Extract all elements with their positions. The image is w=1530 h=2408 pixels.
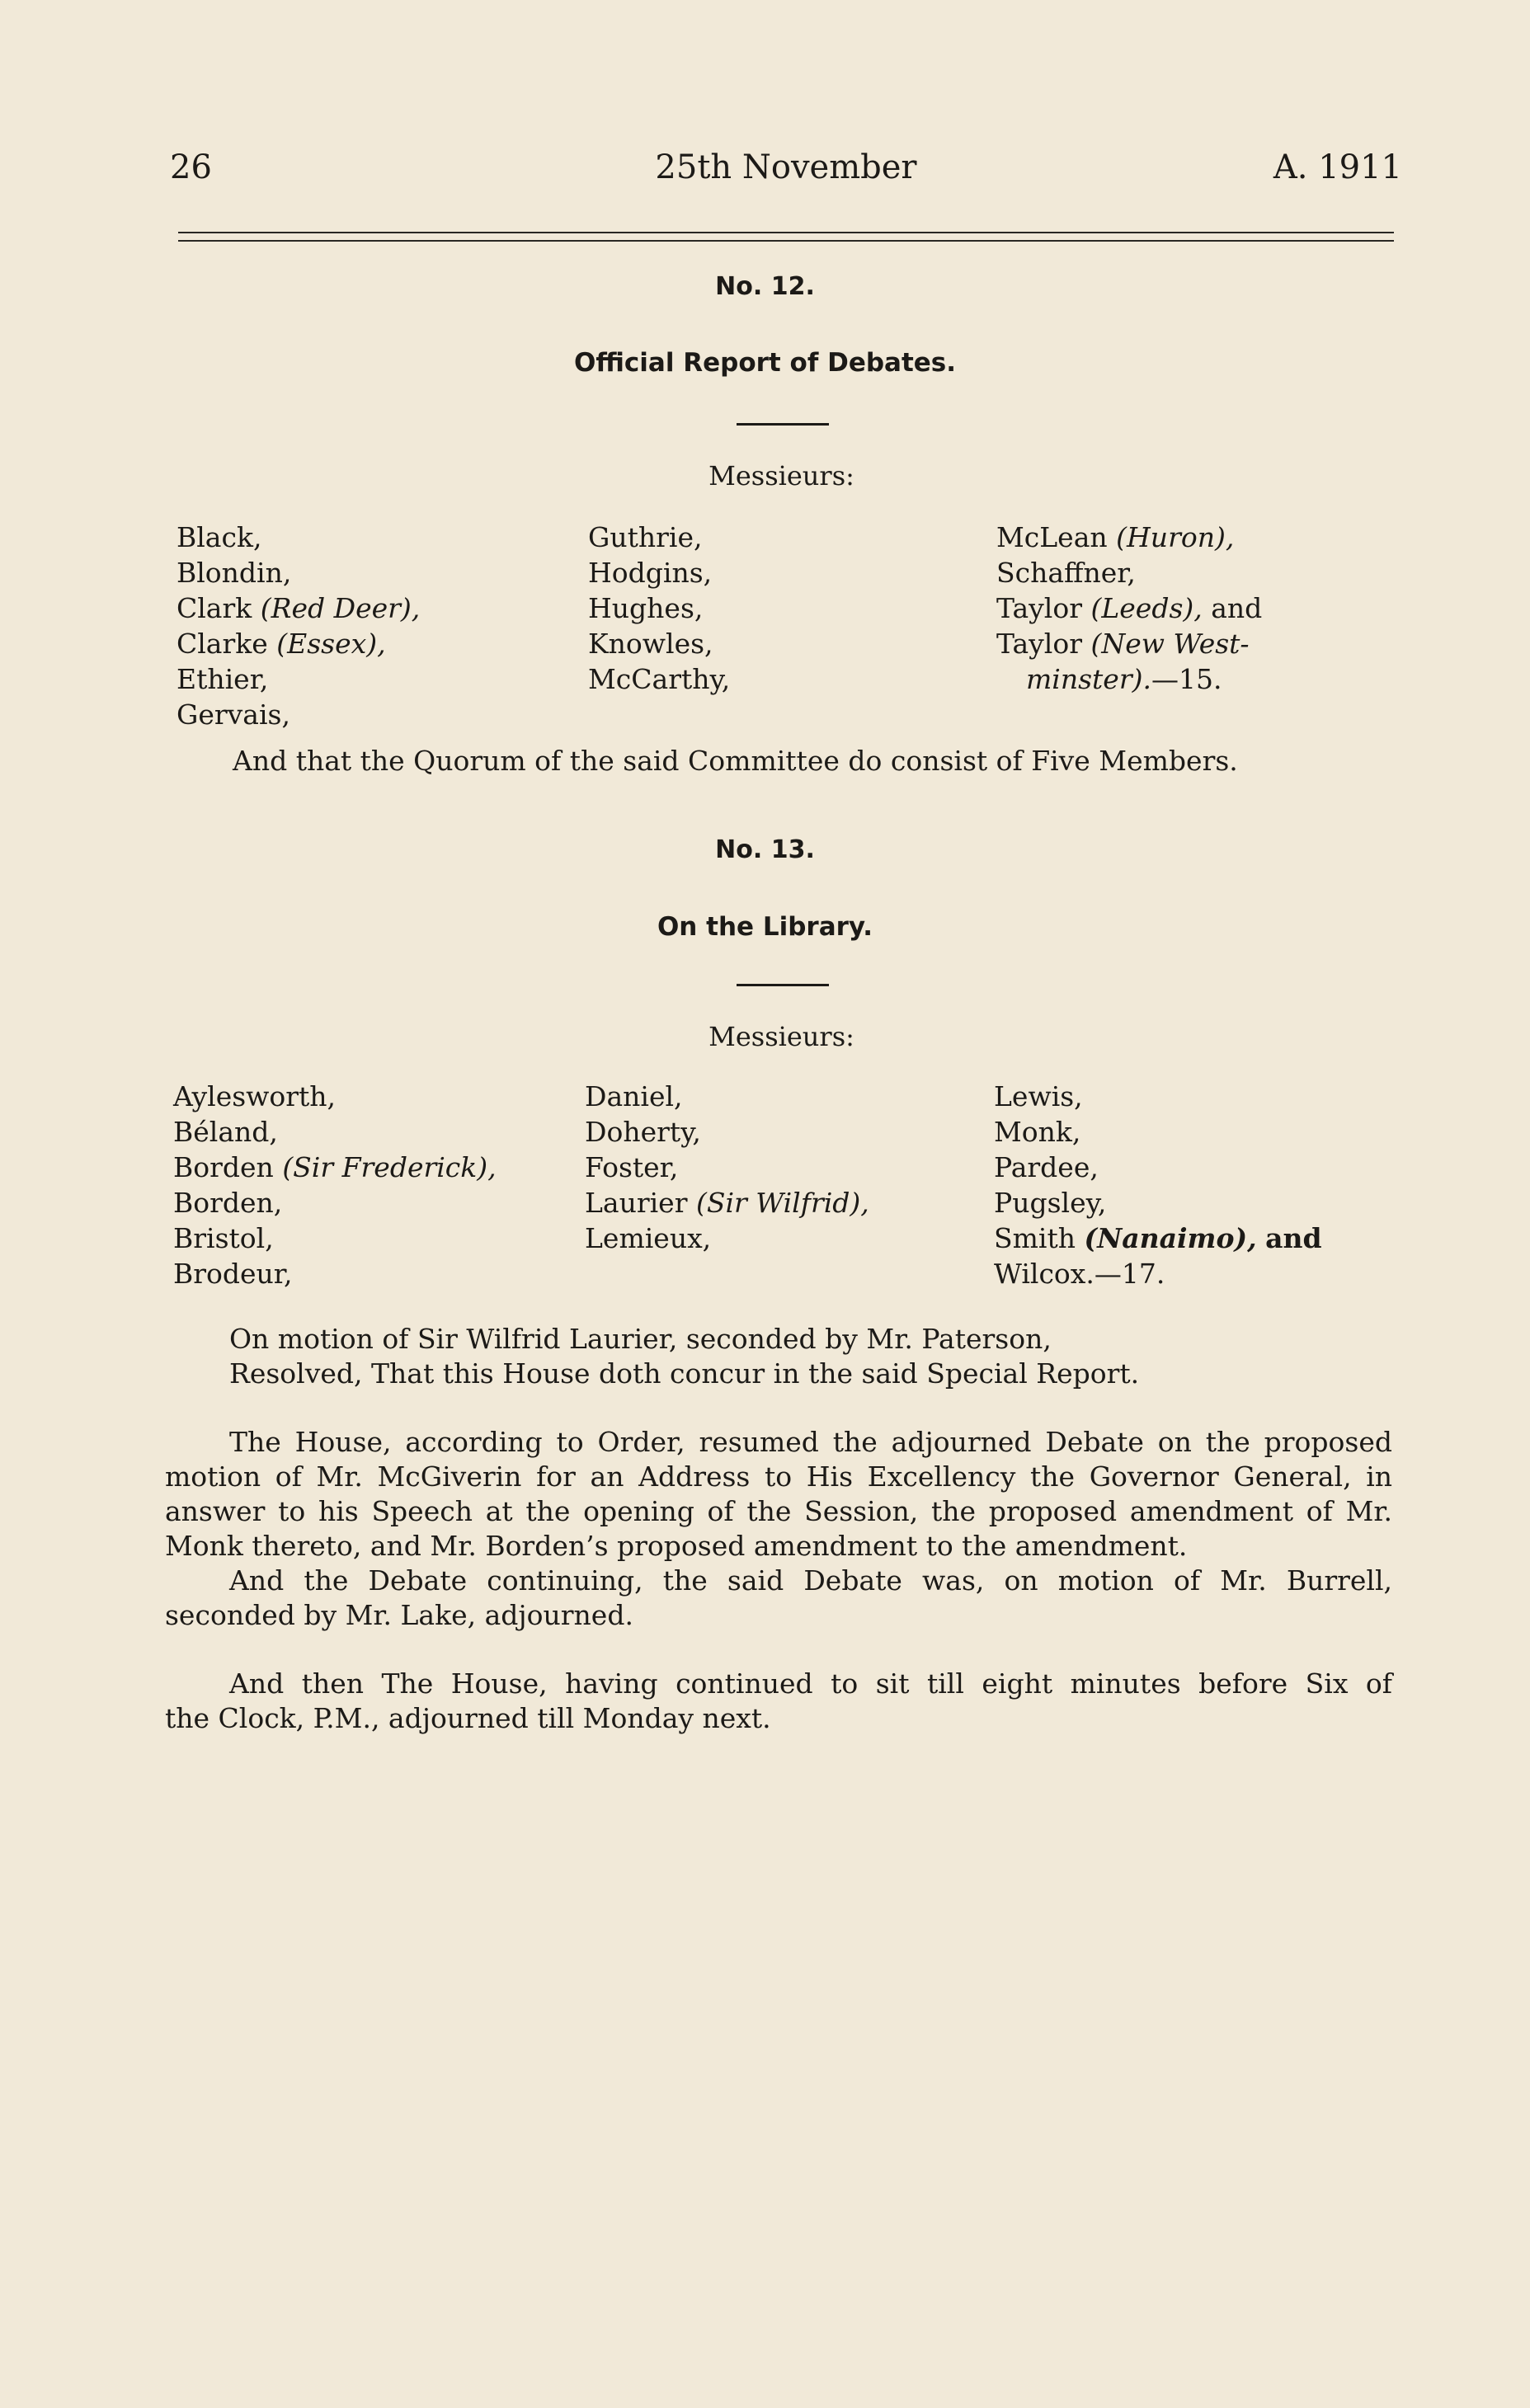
committee-13-messieurs: Messieurs: <box>709 1021 854 1052</box>
debate-line: seconded by Mr. Lake, adjourned. <box>165 1599 633 1631</box>
member-name: Taylor (New West- <box>996 628 1250 660</box>
committee-12-number: No. 12. <box>715 272 815 301</box>
member-name: Aylesworth, <box>173 1080 337 1112</box>
member-name: Smith (Nanaimo), and <box>994 1222 1322 1254</box>
member-name: Borden, <box>173 1187 283 1219</box>
member-name: Daniel, <box>585 1080 683 1112</box>
quorum-statement: And that the Quorum of the said Committee do consist of Five Members. <box>233 745 1238 777</box>
motion-line: On motion of Sir Wilfrid Laurier, seconded by Mr. Paterson, <box>229 1323 1052 1355</box>
page-header <box>170 148 1402 198</box>
committee-12-divider <box>737 423 829 426</box>
member-name: Taylor (Leeds), and <box>996 592 1263 624</box>
member-name: Béland, <box>173 1116 278 1148</box>
member-name: Brodeur, <box>173 1258 293 1290</box>
member-name: Wilcox.—17. <box>994 1258 1165 1290</box>
member-name: Borden (Sir Frederick), <box>173 1151 497 1183</box>
member-name: Hodgins, <box>588 557 713 589</box>
adjournment-line: And then The House, having continued to sit till eight minutes before Six of <box>229 1667 1392 1700</box>
debate-line: And the Debate continuing, the said Debate was, on motion of Mr. Burrell, <box>229 1564 1392 1597</box>
member-name: Bristol, <box>173 1222 274 1254</box>
member-name: Black, <box>177 521 262 553</box>
member-name: McLean (Huron), <box>996 521 1235 553</box>
committee-12-column-2 <box>588 520 730 697</box>
member-name: Hughes, <box>588 592 704 624</box>
adjournment-line: the Clock, P.M., adjourned till Monday next. <box>165 1702 771 1734</box>
committee-13-column-1 <box>173 1079 497 1291</box>
committee-12-title: Official Report of Debates. <box>573 348 957 378</box>
debate-line: Monk thereto, and Mr. Borden’s proposed amendment to the amendment. <box>165 1530 1188 1562</box>
member-name: Ethier, <box>177 663 269 695</box>
committee-13-title: On the Library. <box>657 912 873 942</box>
member-name: McCarthy, <box>588 663 731 695</box>
member-name: Blondin, <box>177 557 292 589</box>
member-name: Clark (Red Deer), <box>177 592 421 624</box>
member-name: minster).—15. <box>1026 663 1222 695</box>
header-year: A. 1911 <box>1273 148 1402 186</box>
debate-line: motion of Mr. McGiverin for an Address to His Excellency the Governor General, in <box>165 1460 1392 1493</box>
member-name: Guthrie, <box>588 521 703 553</box>
member-name: Pardee, <box>994 1151 1099 1183</box>
header-rule-bottom <box>178 240 1394 242</box>
motion-paragraph <box>229 1322 1139 1391</box>
member-name: Clarke (Essex), <box>177 628 386 660</box>
committee-13-column-2 <box>585 1079 869 1256</box>
member-name: Gervais, <box>177 698 290 731</box>
debate-line: The House, according to Order, resumed the adjourned Debate on the proposed <box>229 1426 1392 1458</box>
member-name: Lemieux, <box>585 1222 712 1254</box>
debate-paragraph <box>165 1425 1392 1633</box>
member-name: Pugsley, <box>994 1187 1107 1219</box>
committee-13-column-3 <box>994 1079 1322 1291</box>
member-name: Foster, <box>585 1151 679 1183</box>
member-name: Monk, <box>994 1116 1081 1148</box>
header-rule-top <box>178 232 1394 233</box>
member-name: Lewis, <box>994 1080 1083 1112</box>
committee-12-column-1 <box>177 520 420 732</box>
committee-12-messieurs: Messieurs: <box>709 460 854 491</box>
member-name: Knowles, <box>588 628 713 660</box>
motion-line: Resolved, That this House doth concur in the said Special Report. <box>229 1357 1140 1390</box>
header-date: 25th November <box>655 148 917 186</box>
adjournment-paragraph <box>165 1667 1392 1736</box>
member-name: Laurier (Sir Wilfrid), <box>585 1187 869 1219</box>
committee-12-column-3 <box>996 520 1262 697</box>
member-name: Schaffner, <box>996 557 1136 589</box>
debate-line: answer to his Speech at the opening of the Session, the proposed amendment of Mr. <box>165 1495 1392 1527</box>
member-name: Doherty, <box>585 1116 701 1148</box>
committee-13-divider <box>737 984 829 986</box>
page-number: 26 <box>170 148 212 186</box>
committee-13-number: No. 13. <box>715 835 815 864</box>
